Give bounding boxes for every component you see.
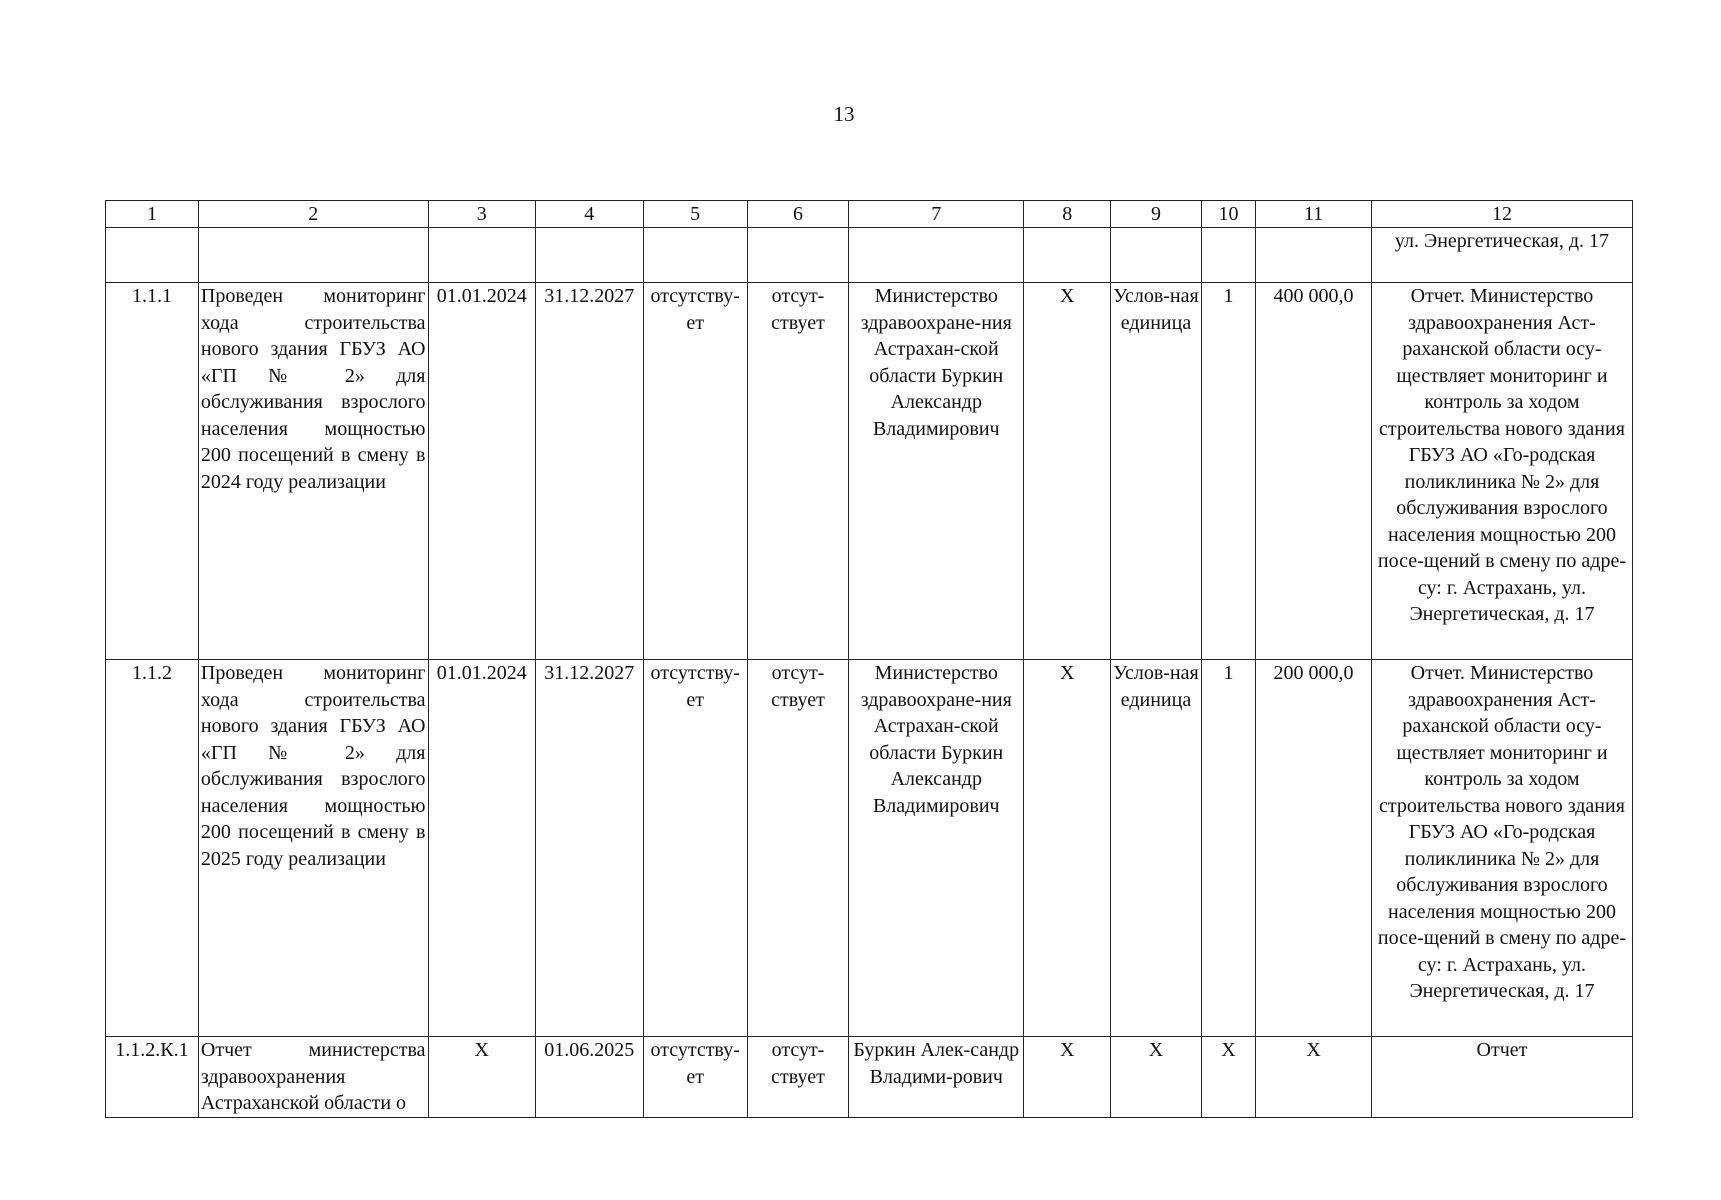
table-row xyxy=(106,660,1633,1037)
successor-cell: отсут-ствует xyxy=(747,660,848,1037)
successor-cell: отсут-ствует xyxy=(747,283,848,660)
end-date: 31.12.2027 xyxy=(536,283,644,660)
type-cell: Х xyxy=(1024,1037,1111,1118)
quantity-cell: 1 xyxy=(1201,283,1255,660)
responsible-cell: Министерство здравоохране-ния Астрахан-ской области Буркин Александр Владимирович xyxy=(849,283,1024,660)
col-header: 11 xyxy=(1256,201,1372,228)
predecessor-cell: отсутству-ет xyxy=(643,660,747,1037)
col-header: 4 xyxy=(536,201,644,228)
predecessor-cell: отсутству-ет xyxy=(643,1037,747,1118)
end-date: 31.12.2027 xyxy=(536,660,644,1037)
unit-cell: Х xyxy=(1111,1037,1202,1118)
event-description: Проведен мониторинг хода строительства нового здания ГБУЗ АО «ГП № 2» для обслуживания взрослого населения мощностью 200 посещений в смену в 2024 году реализации xyxy=(198,283,428,660)
col-header: 12 xyxy=(1371,201,1632,228)
col-header: 10 xyxy=(1201,201,1255,228)
column-numbers-row xyxy=(106,201,1633,228)
col-header: 8 xyxy=(1024,201,1111,228)
col-header: 3 xyxy=(428,201,536,228)
col-header: 2 xyxy=(198,201,428,228)
event-description: Проведен мониторинг хода строительства нового здания ГБУЗ АО «ГП № 2» для обслуживания взрослого населения мощностью 200 посещений в смену в 2025 году реализации xyxy=(198,660,428,1037)
amount-cell: 400 000,0 xyxy=(1256,283,1372,660)
type-cell: Х xyxy=(1024,283,1111,660)
start-date: Х xyxy=(428,1037,536,1118)
result-cell: ул. Энергетическая, д. 17 xyxy=(1371,228,1632,283)
result-cell: Отчет. Министерство здравоохранения Аст-раханской области осу-ществляет мониторинг и контроль за ходом строительства нового здания ГБУЗ АО «Го-родская поликлиника № 2» для обслуживания взрослого населения мощностью 200 посе-щений в смену по адре-су: г. Астрахань, ул. Энергетическая, д. 17 xyxy=(1371,283,1632,660)
quantity-cell: 1 xyxy=(1201,660,1255,1037)
event-description: Отчет министерства здравоохранения Астраханской области о xyxy=(198,1037,428,1118)
unit-cell: Услов-ная единица xyxy=(1111,283,1202,660)
successor-cell: отсут-ствует xyxy=(747,1037,848,1118)
responsible-cell: Министерство здравоохране-ния Астрахан-ской области Буркин Александр Владимирович xyxy=(849,660,1024,1037)
result-cell: Отчет. Министерство здравоохранения Аст-раханской области осу-ществляет мониторинг и контроль за ходом строительства нового здания ГБУЗ АО «Го-родская поликлиника № 2» для обслуживания взрослого населения мощностью 200 посе-щений в смену по адре-су: г. Астрахань, ул. Энергетическая, д. 17 xyxy=(1371,660,1632,1037)
result-cell: Отчет xyxy=(1371,1037,1632,1118)
row-number: 1.1.2 xyxy=(106,660,199,1037)
amount-cell: Х xyxy=(1256,1037,1372,1118)
table-row xyxy=(106,1037,1633,1118)
plan-table xyxy=(105,200,1633,1118)
col-header: 6 xyxy=(747,201,848,228)
start-date: 01.01.2024 xyxy=(428,283,536,660)
unit-cell: Услов-ная единица xyxy=(1111,660,1202,1037)
amount-cell: 200 000,0 xyxy=(1256,660,1372,1037)
col-header: 7 xyxy=(849,201,1024,228)
type-cell: Х xyxy=(1024,660,1111,1037)
page-number: 13 xyxy=(833,102,855,126)
predecessor-cell: отсутству-ет xyxy=(643,283,747,660)
col-header: 9 xyxy=(1111,201,1202,228)
col-header: 5 xyxy=(643,201,747,228)
table-row xyxy=(106,283,1633,660)
col-header: 1 xyxy=(106,201,199,228)
end-date: 01.06.2025 xyxy=(536,1037,644,1118)
start-date: 01.01.2024 xyxy=(428,660,536,1037)
responsible-cell: Буркин Алек-сандр Владими-рович xyxy=(849,1037,1024,1118)
row-number: 1.1.1 xyxy=(106,283,199,660)
row-number: 1.1.2.К.1 xyxy=(106,1037,199,1118)
continuation-row xyxy=(106,228,1633,283)
quantity-cell: Х xyxy=(1201,1037,1255,1118)
